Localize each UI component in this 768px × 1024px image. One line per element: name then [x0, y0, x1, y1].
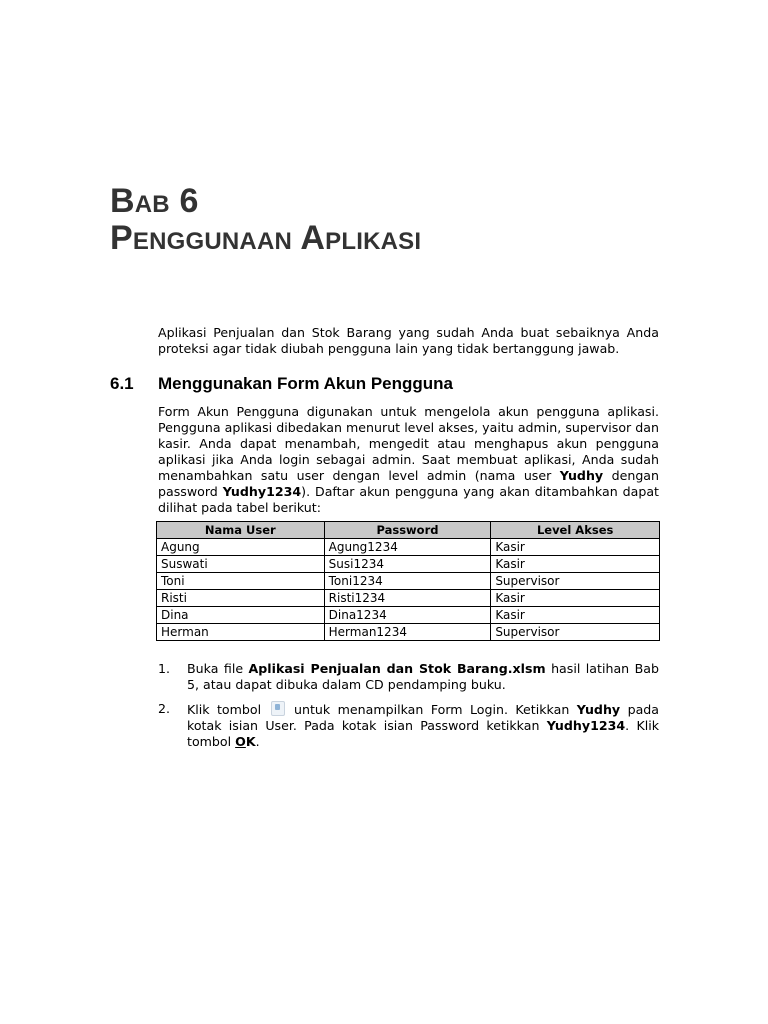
section-text-3: ). Daftar akun pengguna yang akan ditambahkan dapat dilihat pada tabel berikut: [158, 484, 659, 515]
step-item [158, 661, 659, 693]
ok-accelerator: O [235, 734, 246, 749]
table-header-row [157, 522, 660, 539]
step-text-part: . Klik tombol [187, 718, 659, 749]
ok-rest: K [245, 734, 256, 749]
cell-level: Kasir [491, 607, 660, 624]
cell-user: Herman [157, 624, 325, 641]
cell-password: Agung1234 [324, 539, 491, 556]
step-text-part: . [255, 734, 260, 749]
table-row [157, 590, 660, 607]
section-text-2: dengan password [158, 468, 660, 499]
chapter-title [110, 183, 421, 257]
cell-user: Agung [157, 539, 325, 556]
section-number: 6.1 [110, 374, 134, 393]
section-title: Menggunakan Form Akun Pengguna [158, 374, 453, 393]
chapter-name: Penggunaan Aplikasi [110, 219, 422, 257]
cell-password: Susi1234 [324, 556, 491, 573]
cell-user: Risti [157, 590, 325, 607]
step-text [187, 661, 659, 693]
step-text-part: pada kotak isian User. Pada kotak isian Password ketikkan [187, 702, 659, 733]
step-text [187, 701, 659, 750]
section-heading [110, 374, 453, 394]
step-number: 2. [158, 701, 171, 716]
file-name: Aplikasi Penjualan dan Stok Barang.xlsm [248, 661, 546, 676]
step-text-part: untuk menampilkan Form Login. Ketikkan [286, 702, 577, 717]
cell-user: Toni [157, 573, 325, 590]
cell-level: Kasir [491, 590, 660, 607]
table-row [157, 539, 660, 556]
cell-user: Dina [157, 607, 325, 624]
admin-username: Yudhy [559, 468, 604, 483]
step-text-part: Klik tombol [187, 702, 269, 717]
table-row [157, 607, 660, 624]
cell-level: Supervisor [491, 573, 660, 590]
cell-level: Supervisor [491, 624, 660, 641]
table-row [157, 573, 660, 590]
cell-password: Herman1234 [324, 624, 491, 641]
cell-password: Toni1234 [324, 573, 491, 590]
login-button-icon [271, 701, 285, 716]
step-text-part: hasil latihan Bab 5, atau dapat dibuka dalam CD pendamping buku. [187, 661, 659, 692]
intro-paragraph: Aplikasi Penjualan dan Stok Barang yang sudah Anda buat sebaiknya Anda proteksi agar tidak diubah pengguna lain yang tidak bertanggung jawab. [158, 325, 659, 356]
header-nama-user: Nama User [157, 522, 325, 539]
section-paragraph [158, 404, 659, 516]
login-password: Yudhy1234 [546, 718, 626, 733]
step-text-part: Buka file [187, 661, 249, 676]
header-level-akses: Level Akses [491, 522, 660, 539]
step-item [158, 701, 659, 750]
cell-password: Risti1234 [324, 590, 491, 607]
table-row [157, 624, 660, 641]
cell-user: Suswati [157, 556, 325, 573]
ok-label [235, 734, 255, 749]
header-password: Password [324, 522, 491, 539]
cell-level: Kasir [491, 539, 660, 556]
table-row [157, 556, 660, 573]
admin-password: Yudhy1234 [222, 484, 302, 499]
steps-list [158, 661, 659, 758]
login-username: Yudhy [576, 702, 621, 717]
step-number: 1. [158, 661, 171, 676]
user-accounts-table [156, 521, 660, 641]
cell-password: Dina1234 [324, 607, 491, 624]
chapter-number: Bab 6 [110, 182, 199, 220]
section-text-1: Form Akun Pengguna digunakan untuk mengelola akun pengguna aplikasi. Pengguna aplikasi dibedakan menurut level akses, yaitu admin, supervisor dan kasir. Anda dapat menambah, mengedit atau menghapus akun pengguna aplikasi jika Anda login sebagai admin. Saat membuat aplikasi, Anda sudah menambahkan satu user dengan level admin (nama user [158, 404, 659, 483]
cell-level: Kasir [491, 556, 660, 573]
